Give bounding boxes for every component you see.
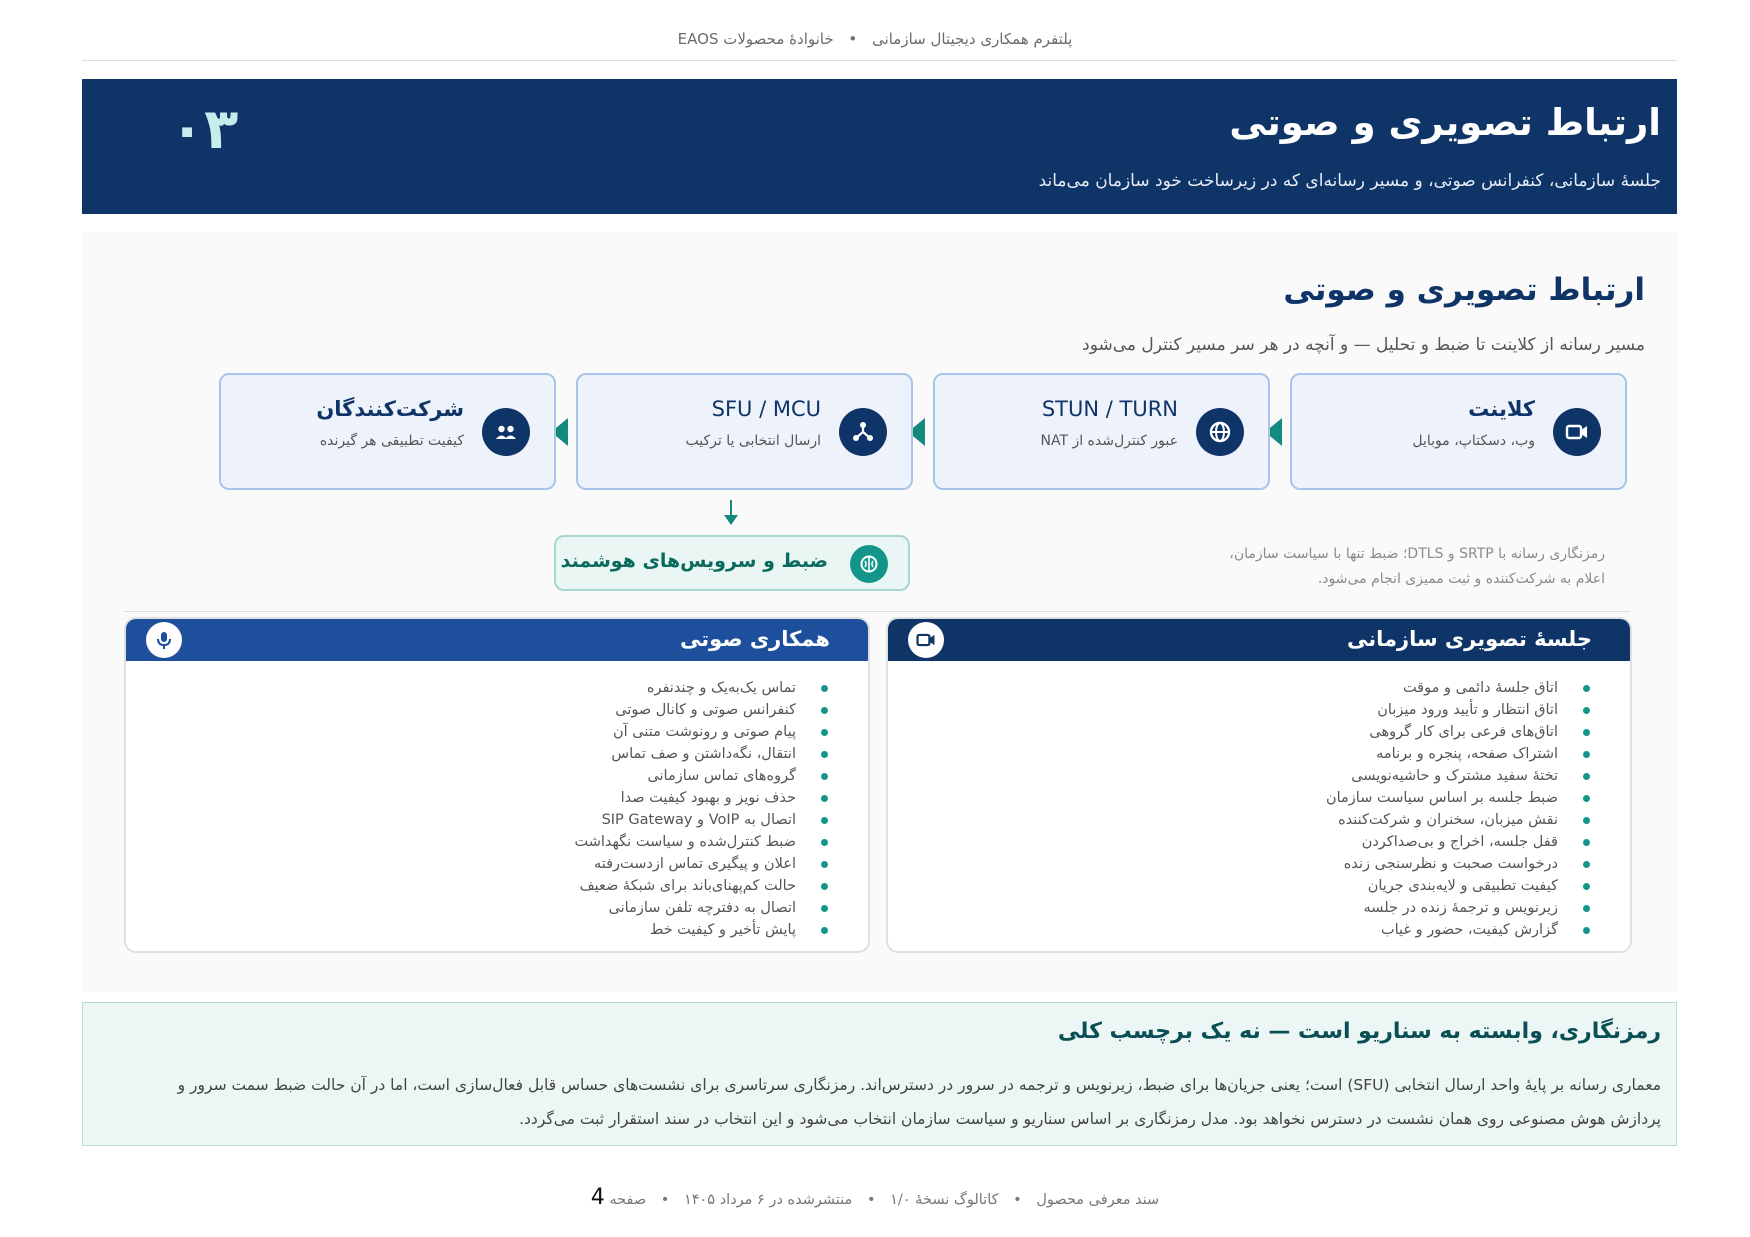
recording-services-box (554, 535, 910, 591)
list-item: گروه‌های تماس سازمانی (574, 765, 828, 787)
list-item: تختهٔ سفید مشترک و حاشیه‌نویسی (1326, 765, 1590, 787)
section-title: ارتباط تصویری و صوتی (1283, 272, 1645, 308)
card-title: همکاری صوتی (680, 627, 830, 651)
list-item: حذف نویز و بهبود کیفیت صدا (574, 787, 828, 809)
flow-step-title: شرکت‌کنندگان (316, 397, 464, 421)
recording-title: ضبط و سرویس‌های هوشمند (560, 550, 828, 572)
list-item: اتصال به VoIP و SIP Gateway (574, 809, 828, 831)
encryption-note-line: اعلام به شرکت‌کننده و ثبت ممیزی انجام می‌شود. (1317, 571, 1605, 587)
list-item: زیرنویس و ترجمهٔ زنده در جلسه (1326, 897, 1590, 919)
header-divider (82, 60, 1677, 61)
list-item: قفل جلسه، اخراج و بی‌صداکردن (1326, 831, 1590, 853)
callout-body: معماری رسانه بر پایهٔ واحد ارسال انتخابی (SFU) است؛ یعنی جریان‌ها برای ضبط، زیرنویس و ترجمه در سرور در دسترس‌اند. رمزنگاری سرتاسری برای نشست‌های حساس قابل فعال‌سازی است، اما در آن حالت ضبط سمت سرور و پردازش هوش مصنوعی روی همان نشست در دسترس نخواهد بود. مدل رمزنگاری بر اساس سناریو و سیاست سازمان انتخاب می‌شود و این انتخاب در سند استقرار ثبت می‌گردد. (177, 1076, 1661, 1128)
globe-icon (1196, 408, 1244, 456)
card-title: جلسهٔ تصویری سازمانی (1346, 627, 1592, 651)
section-divider (124, 611, 1630, 612)
list-item: اتاق انتظار و تأیید ورود میزبان (1326, 699, 1590, 721)
video-meeting-card (886, 617, 1632, 953)
list-item: درخواست صحبت و نظرسنجی زنده (1326, 853, 1590, 875)
flow-step-subtitle: عبور کنترل‌شده از NAT (1040, 433, 1178, 449)
flow-step-stun-turn (933, 373, 1270, 490)
section-subtitle: مسیر رسانه از کلاینت تا ضبط و تحلیل — و آنچه در هر سر مسیر کنترل می‌شود (1082, 335, 1645, 355)
flow-step-subtitle: کیفیت تطبیقی هر گیرنده (319, 433, 464, 449)
footer-published: منتشرشده در ۶ مرداد ۱۴۰۵ (683, 1192, 853, 1208)
card-header (888, 619, 1630, 661)
flow-step-participants (219, 373, 556, 490)
encryption-note (1229, 542, 1605, 592)
separator-dot: • (848, 30, 858, 48)
voice-feature-list (574, 677, 828, 941)
chapter-banner (82, 79, 1677, 214)
brain-icon (850, 545, 888, 583)
video-camera-icon (1553, 408, 1601, 456)
page-footer (0, 1185, 1750, 1210)
list-item: اعلان و پیگیری تماس ازدست‌رفته (574, 853, 828, 875)
list-item: اتصال به دفترچه تلفن سازمانی (574, 897, 828, 919)
list-item: حالت کم‌پهنای‌باند برای شبکهٔ ضعیف (574, 875, 828, 897)
flow-step-title: کلاینت (1468, 397, 1535, 421)
list-item: گزارش کیفیت، حضور و غیاب (1326, 919, 1590, 941)
list-item: اتاق جلسهٔ دائمی و موقت (1326, 677, 1590, 699)
separator-dot: • (660, 1192, 670, 1208)
network-hub-icon (839, 408, 887, 456)
list-item: پایش تأخیر و کیفیت خط (574, 919, 828, 941)
flow-step-client (1290, 373, 1627, 490)
list-item: کنفرانس صوتی و کانال صوتی (574, 699, 828, 721)
separator-dot: • (1013, 1192, 1022, 1208)
list-item: اشتراک صفحه، پنجره و برنامه (1326, 743, 1590, 765)
people-icon (482, 408, 530, 456)
list-item: ضبط کنترل‌شده و سیاست نگهداشت (574, 831, 828, 853)
list-item: اتاق‌های فرعی برای کار گروهی (1326, 721, 1590, 743)
flow-step-subtitle: ارسال انتخابی یا ترکیب (685, 433, 821, 449)
chapter-title: ارتباط تصویری و صوتی (1229, 101, 1661, 144)
encryption-note-line: رمزنگاری رسانه با SRTP و DTLS؛ ضبط تنها با سیاست سازمان، (1229, 546, 1605, 562)
running-header (0, 30, 1750, 48)
voice-collaboration-card (124, 617, 870, 953)
flow-step-title: SFU / MCU (711, 397, 821, 421)
footer-catalog: کاتالوگ نسخهٔ ۱/۰ (890, 1192, 999, 1208)
page-number: 4 (590, 1185, 605, 1210)
callout-title: رمزنگاری، وابسته به سناریو است — نه یک برچسب کلی (1057, 1019, 1661, 1044)
chapter-number: ۰۳ (170, 97, 239, 162)
encryption-callout (82, 1002, 1677, 1146)
list-item: پیام صوتی و رونوشت متنی آن (574, 721, 828, 743)
flow-down-arrow (724, 515, 738, 525)
list-item: کیفیت تطبیقی و لایه‌بندی جریان (1326, 875, 1590, 897)
separator-dot: • (866, 1192, 876, 1208)
footer-page-label: صفحه (609, 1192, 647, 1208)
platform-name: پلتفرم همکاری دیجیتال سازمانی (872, 30, 1073, 48)
video-camera-icon (908, 622, 944, 658)
product-family: خانوادهٔ محصولات EAOS (677, 30, 834, 48)
card-header (126, 619, 868, 661)
footer-doc: سند معرفی محصول (1036, 1192, 1160, 1208)
chapter-subtitle: جلسهٔ سازمانی، کنفرانس صوتی، و مسیر رسانه‌ای که در زیرساخت خود سازمان می‌ماند (1038, 171, 1661, 191)
list-item: تماس یک‌به‌یک و چندنفره (574, 677, 828, 699)
microphone-icon (146, 622, 182, 658)
flow-step-subtitle: وب، دسکتاپ، موبایل (1412, 433, 1535, 449)
flow-step-title: STUN / TURN (1041, 397, 1178, 421)
list-item: انتقال، نگه‌داشتن و صف تماس (574, 743, 828, 765)
list-item: نقش میزبان، سخنران و شرکت‌کننده (1326, 809, 1590, 831)
list-item: ضبط جلسه بر اساس سیاست سازمان (1326, 787, 1590, 809)
video-feature-list (1326, 677, 1590, 941)
flow-step-sfu-mcu (576, 373, 913, 490)
